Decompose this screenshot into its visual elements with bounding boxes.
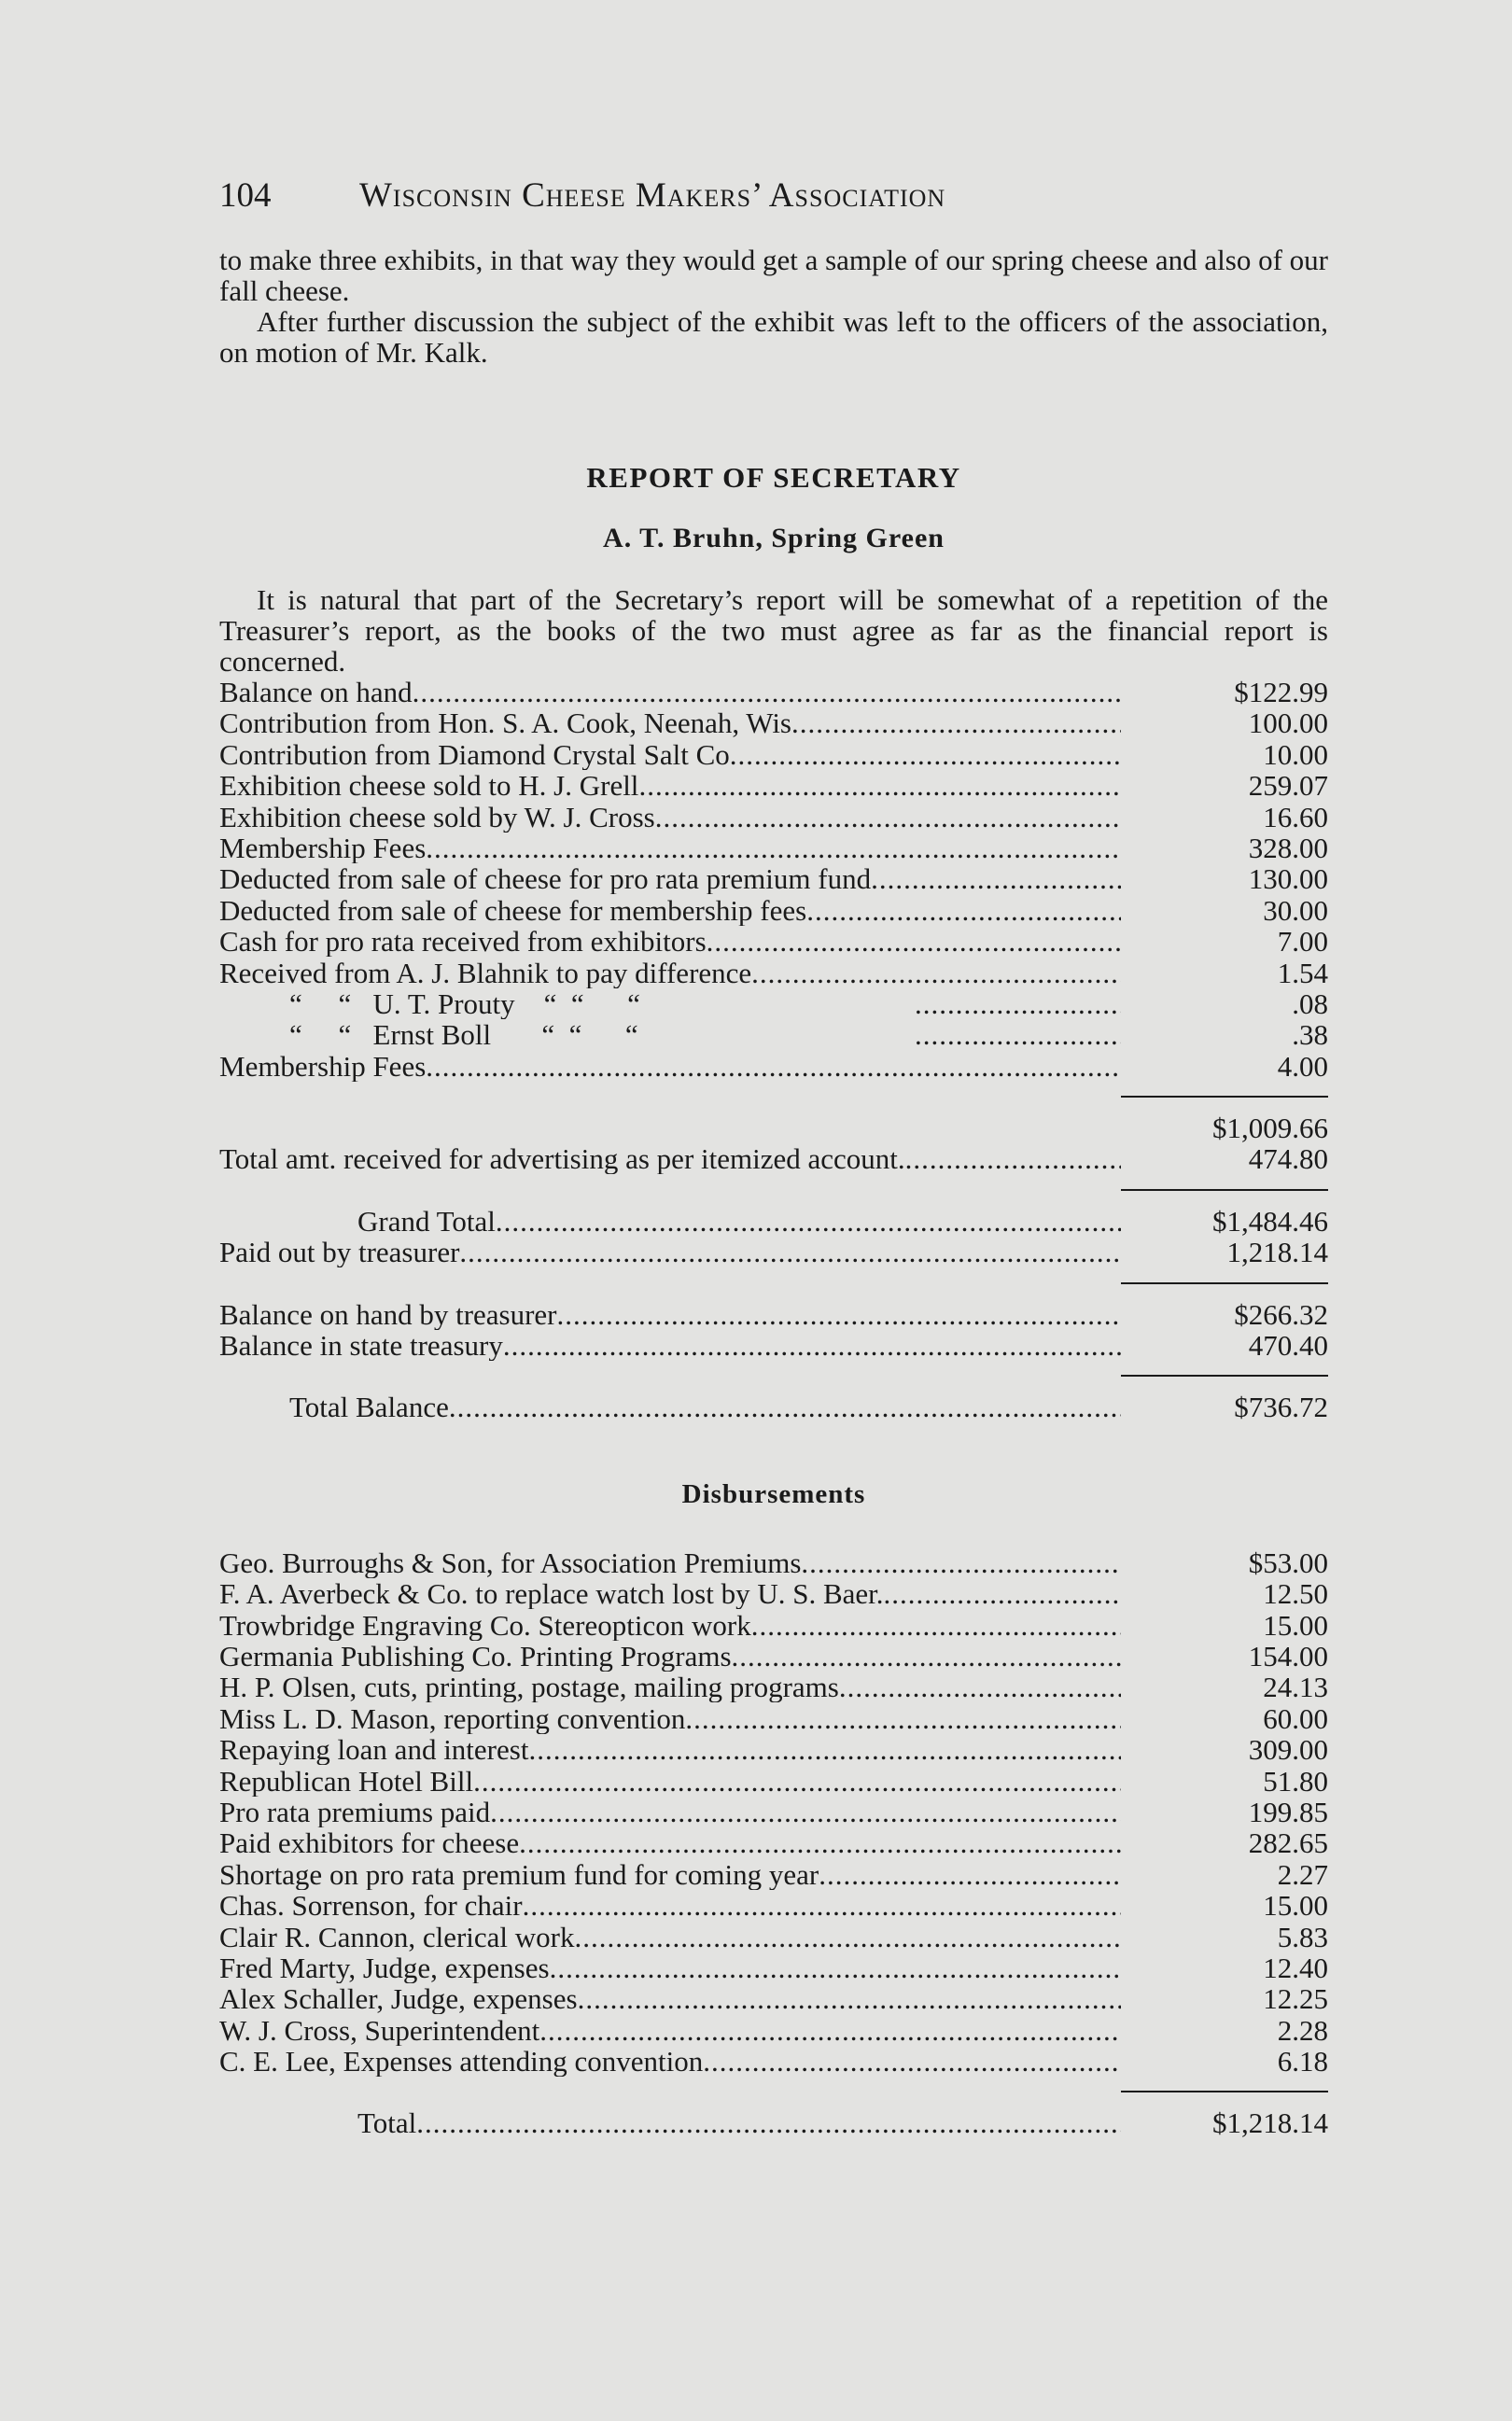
rule-line xyxy=(1121,1282,1328,1284)
row-amount: 7.00 xyxy=(1277,925,1328,959)
balance-treasurer-row xyxy=(219,1299,1328,1330)
row-label: W. J. Cross, Superintendent ..... xyxy=(219,2015,1121,2046)
balance-state-row xyxy=(219,1330,1328,1361)
subtotal-row xyxy=(219,1113,1328,1143)
row-label: “ “ U. T. Prouty “ “ “ xyxy=(289,987,640,1019)
receipts-list xyxy=(219,677,1328,1423)
subtotal-amount: $1,009.66 xyxy=(1212,1112,1328,1145)
row-amount: 5.83 xyxy=(1277,1920,1328,1953)
row-amount: $1,484.46 xyxy=(1212,1204,1328,1238)
row-label: Deducted from sale of cheese for membership fees ..... xyxy=(219,895,1121,926)
row-label: Membership Fees ..... xyxy=(219,1051,1121,1082)
ledger-row xyxy=(219,1641,1328,1672)
ledger-row xyxy=(219,1952,1328,1983)
row-label: Paid out by treasurer ..... xyxy=(219,1237,1121,1267)
ledger-row xyxy=(219,739,1328,770)
ledger-row xyxy=(219,1922,1328,1952)
ledger-row xyxy=(219,833,1328,863)
ledger-row xyxy=(219,1859,1328,1890)
row-label: Balance on hand by treasurer ..... xyxy=(219,1299,1121,1330)
row-label: Chas. Sorrenson, for chair ..... xyxy=(219,1890,1121,1921)
row-amount: 309.00 xyxy=(1248,1733,1328,1767)
row-amount: 15.00 xyxy=(1263,1889,1328,1923)
row-amount: 10.00 xyxy=(1263,737,1328,771)
row-label: C. E. Lee, Expenses attending convention ..... xyxy=(219,2046,1121,2077)
row-label: F. A. Averbeck & Co. to replace watch lost by U. S. Baer. ..... xyxy=(219,1578,1121,1609)
row-amount: .38 xyxy=(1292,1018,1328,1052)
ledger-row xyxy=(219,770,1328,801)
row-amount: 474.80 xyxy=(1248,1142,1328,1176)
row-label: Exhibition cheese sold by W. J. Cross ..... xyxy=(219,802,1121,833)
sum-rule xyxy=(219,2077,1328,2107)
row-amount: $122.99 xyxy=(1234,676,1328,708)
rule-line xyxy=(1121,1096,1328,1098)
rule-line xyxy=(1121,1189,1328,1191)
row-amount: 2.28 xyxy=(1277,2013,1328,2047)
row-label: Republican Hotel Bill ..... xyxy=(219,1766,1121,1797)
row-label: Contribution from Diamond Crystal Salt Co ..... xyxy=(219,739,1121,770)
row-label: H. P. Olsen, cuts, printing, postage, mailing programs ..... xyxy=(219,1672,1121,1702)
report-paragraph: It is natural that part of the Secretary’s report will be somewhat of a repetition of the Treasurer’s report, as the books of the two must agree as far as the financial report is concerned. xyxy=(219,583,1328,678)
section-title: REPORT OF SECRETARY xyxy=(586,461,961,494)
row-amount: 60.00 xyxy=(1263,1701,1328,1735)
row-label: Balance on hand ..... xyxy=(219,677,1121,707)
row-amount: 15.00 xyxy=(1263,1608,1328,1642)
ledger-row xyxy=(219,1547,1328,1578)
row-amount: 154.00 xyxy=(1248,1639,1328,1672)
ledger-row xyxy=(219,926,1328,957)
row-label: Total ..... xyxy=(357,2107,1121,2138)
row-label: Paid exhibitors for cheese ..... xyxy=(219,1827,1121,1858)
ledger-row xyxy=(219,1983,1328,2014)
ledger-row xyxy=(219,863,1328,894)
running-title: Wisconsin Cheese Makers’ Association xyxy=(359,176,946,215)
row-label: Cash for pro rata received from exhibitors ..... xyxy=(219,926,1121,957)
row-label: Exhibition cheese sold to H. J. Grell ..... xyxy=(219,770,1121,801)
row-amount: 12.40 xyxy=(1263,1951,1328,1984)
document-page xyxy=(219,168,1328,2139)
ledger-row xyxy=(219,1827,1328,1858)
ledger-row xyxy=(219,1734,1328,1765)
ledger-row xyxy=(219,988,1328,1019)
ledger-row xyxy=(219,1797,1328,1827)
row-amount: 199.85 xyxy=(1248,1795,1328,1828)
row-amount: .08 xyxy=(1292,987,1328,1020)
row-amount: 16.60 xyxy=(1263,800,1328,833)
row-amount: $1,218.14 xyxy=(1212,2106,1328,2140)
row-amount: 130.00 xyxy=(1248,862,1328,896)
paid-out-row xyxy=(219,1237,1328,1267)
row-label: Trowbridge Engraving Co. Stereopticon work ..... xyxy=(219,1610,1121,1641)
row-amount: 259.07 xyxy=(1248,769,1328,803)
ledger-row xyxy=(219,1051,1328,1082)
ledger-row xyxy=(219,1766,1328,1797)
row-label: Balance in state treasury ..... xyxy=(219,1330,1121,1361)
row-amount: 282.65 xyxy=(1248,1826,1328,1860)
row-label: Deducted from sale of cheese for pro rata premium fund ..... xyxy=(219,863,1121,894)
row-amount: 4.00 xyxy=(1277,1049,1328,1083)
row-label: Clair R. Cannon, clerical work ..... xyxy=(219,1922,1121,1952)
row-label: “ “ Ernst Boll “ “ “ xyxy=(289,1019,638,1051)
ledger-row xyxy=(219,2046,1328,2077)
row-label: Shortage on pro rata premium fund for coming year ..... xyxy=(219,1859,1121,1890)
row-amount: 2.27 xyxy=(1277,1857,1328,1891)
sum-rule xyxy=(219,1361,1328,1392)
row-amount: 100.00 xyxy=(1248,707,1328,740)
ledger-row xyxy=(219,1019,1328,1050)
row-amount: 470.40 xyxy=(1248,1329,1328,1363)
row-amount: 1.54 xyxy=(1277,956,1328,989)
sum-rule xyxy=(219,1082,1328,1113)
row-label: Contribution from Hon. S. A. Cook, Neenah, Wis ..... xyxy=(219,707,1121,738)
row-amount: 24.13 xyxy=(1263,1671,1328,1704)
disbursements-title: Disbursements xyxy=(681,1478,866,1509)
row-amount: 6.18 xyxy=(1277,2045,1328,2078)
leader-dots xyxy=(915,1019,1121,1050)
row-label: Fred Marty, Judge, expenses ..... xyxy=(219,1952,1121,1983)
ledger-row xyxy=(219,1672,1328,1702)
rule-line xyxy=(1121,1375,1328,1377)
sum-rule xyxy=(219,1175,1328,1206)
ledger-row xyxy=(219,802,1328,833)
row-label: Alex Schaller, Judge, expenses ..... xyxy=(219,1983,1121,2014)
grand-total-row xyxy=(219,1206,1328,1237)
advertising-row xyxy=(219,1143,1328,1174)
author-byline: A. T. Bruhn, Spring Green xyxy=(603,523,945,553)
disbursements-list xyxy=(219,1547,1328,2139)
page-header xyxy=(219,168,1328,224)
leader-dots xyxy=(915,988,1121,1019)
row-amount: 51.80 xyxy=(1263,1764,1328,1798)
disbursements-total-row xyxy=(219,2107,1328,2138)
row-label: Total amt. received for advertising as per itemized account. ..... xyxy=(219,1143,1121,1174)
ledger-row xyxy=(219,1610,1328,1641)
row-label: Membership Fees ..... xyxy=(219,833,1121,863)
row-label: Pro rata premiums paid ..... xyxy=(219,1797,1121,1827)
rule-line xyxy=(1121,2091,1328,2092)
row-label: Repaying loan and interest ..... xyxy=(219,1734,1121,1765)
ledger-row xyxy=(219,1890,1328,1921)
ledger-row xyxy=(219,1578,1328,1609)
ledger-row xyxy=(219,1703,1328,1734)
row-label: Total Balance ..... xyxy=(289,1392,1121,1422)
page-number: 104 xyxy=(219,176,272,215)
intro-paragraph-2: After further discussion the subject of the exhibit was left to the officers of the association, on motion of Mr. Kalk. xyxy=(219,305,1328,369)
sum-rule xyxy=(219,1268,1328,1299)
row-label: Geo. Burroughs & Son, for Association Premiums ..... xyxy=(219,1547,1121,1578)
ledger-row xyxy=(219,895,1328,926)
row-label: Received from A. J. Blahnik to pay difference ..... xyxy=(219,958,1121,988)
ledger-row xyxy=(219,677,1328,707)
row-amount: 30.00 xyxy=(1263,893,1328,927)
row-amount: 12.25 xyxy=(1263,1982,1328,2016)
row-amount: $266.32 xyxy=(1234,1297,1328,1331)
row-label: Grand Total ..... xyxy=(357,1206,1121,1237)
row-amount: 1,218.14 xyxy=(1226,1236,1328,1269)
row-label: Germania Publishing Co. Printing Programs ..... xyxy=(219,1641,1121,1672)
ledger-row xyxy=(219,958,1328,988)
row-label: Miss L. D. Mason, reporting convention ..... xyxy=(219,1703,1121,1734)
intro-paragraph: to make three exhibits, in that way they would get a sample of our spring cheese and also of our fall cheese. xyxy=(219,244,1329,307)
row-amount: $736.72 xyxy=(1234,1391,1328,1424)
row-amount: 12.50 xyxy=(1263,1577,1328,1611)
row-amount: $53.00 xyxy=(1248,1546,1328,1579)
row-amount: 328.00 xyxy=(1248,831,1328,864)
ledger-row xyxy=(219,707,1328,738)
ledger-row xyxy=(219,2015,1328,2046)
total-balance-row xyxy=(219,1392,1328,1422)
